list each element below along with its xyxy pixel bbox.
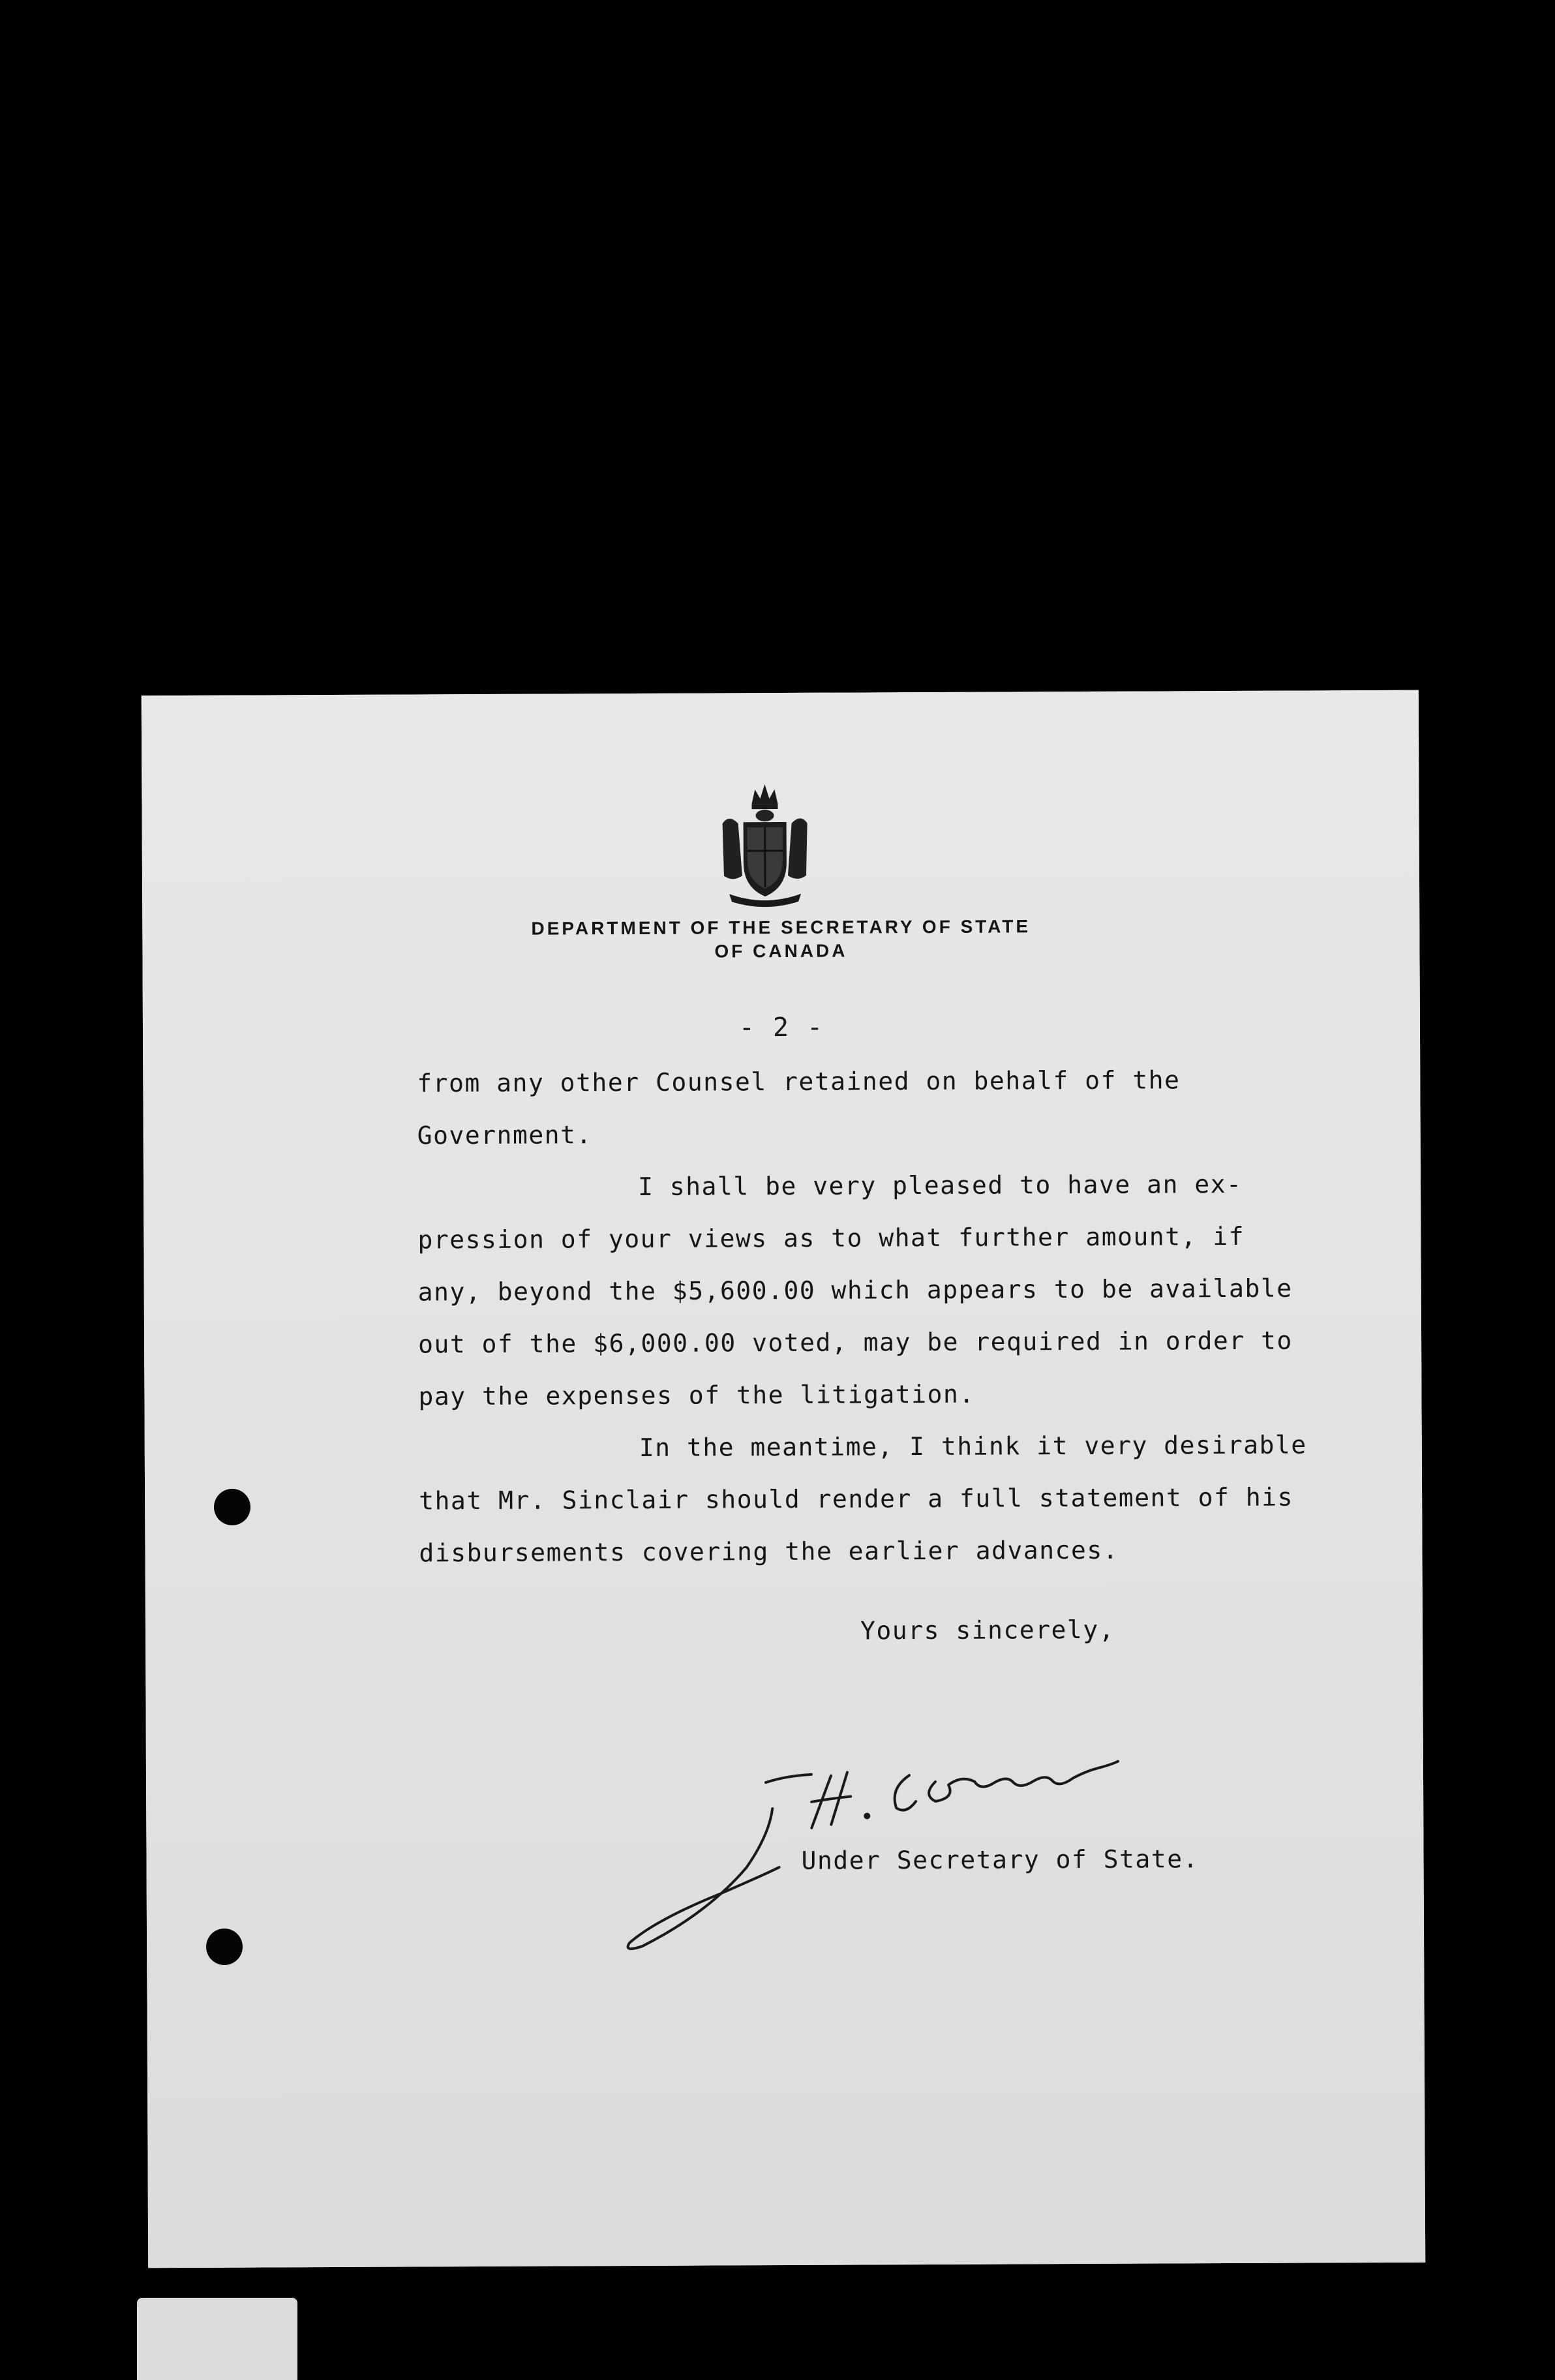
body-line-5: any, beyond the $5,600.00 which appears to be available bbox=[417, 1274, 1293, 1307]
letter-page bbox=[142, 690, 1425, 2268]
closing-salutation: Yours sincerely, bbox=[860, 1615, 1115, 1645]
coat-of-arms-icon bbox=[716, 778, 814, 909]
body-line-7: pay the expenses of the litigation. bbox=[418, 1379, 975, 1411]
body-line-4: pression of your views as to what further amount, if bbox=[417, 1221, 1245, 1255]
signatory-title: Under Secretary of State. bbox=[801, 1844, 1200, 1875]
body-line-8: In the meantime, I think it very desirable bbox=[639, 1430, 1307, 1462]
punch-hole-upper bbox=[214, 1489, 250, 1525]
letterhead-department: DEPARTMENT OF THE SECRETARY OF STATE bbox=[531, 916, 1031, 939]
letterhead-country: OF CANADA bbox=[714, 940, 848, 962]
page-number: - 2 - bbox=[738, 1012, 824, 1043]
body-line-2: Government. bbox=[417, 1120, 592, 1150]
body-line-3: I shall be very pleased to have an ex- bbox=[637, 1169, 1243, 1201]
body-line-10: disbursements covering the earlier advances. bbox=[419, 1535, 1119, 1568]
body-line-1: from any other Counsel retained on behalf of the bbox=[417, 1065, 1181, 1098]
body-line-9: that Mr. Sinclair should render a full statement of his bbox=[419, 1482, 1294, 1516]
body-line-6: out of the $6,000.00 voted, may be required in order to bbox=[417, 1326, 1293, 1359]
film-frame-tab bbox=[137, 2298, 297, 2380]
punch-hole-lower bbox=[206, 1929, 243, 1965]
